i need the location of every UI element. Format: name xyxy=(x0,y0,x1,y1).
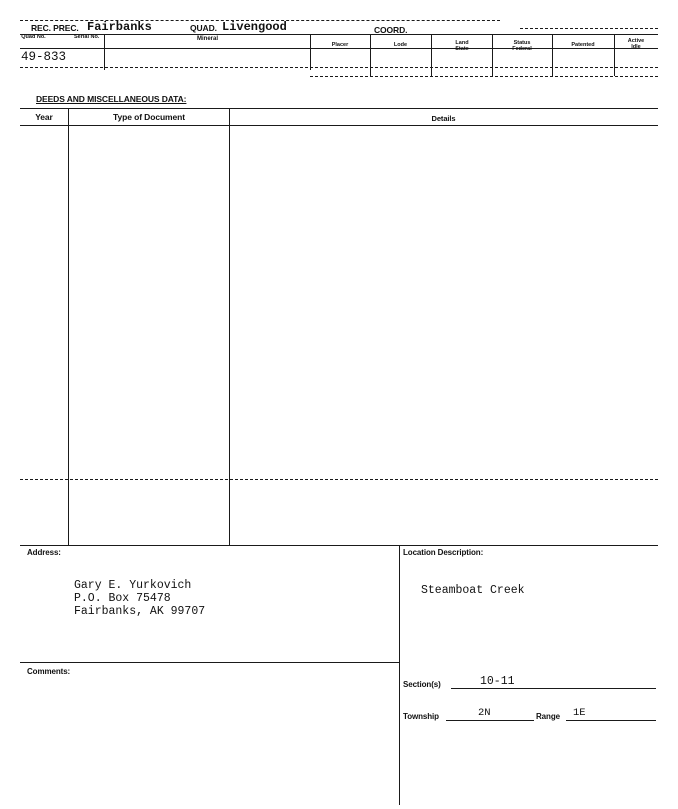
township-value: 2N xyxy=(478,707,491,719)
location-divider xyxy=(399,545,400,805)
deeds-header-top-rule xyxy=(20,108,658,109)
sections-label: Section(s) xyxy=(403,680,441,689)
col-year: Year xyxy=(35,112,53,122)
col-quad-no: Quad No. xyxy=(21,34,46,40)
location-label: Location Description: xyxy=(403,548,484,557)
range-underline xyxy=(566,720,656,721)
comments-top-rule xyxy=(20,662,399,663)
col-mineral: Mineral xyxy=(196,36,218,42)
township-label: Township xyxy=(403,712,439,721)
col-lode: Lode xyxy=(393,42,408,48)
divider-serial xyxy=(104,34,105,70)
deeds-section-title: DEEDS AND MISCELLANEOUS DATA: xyxy=(36,94,187,104)
quad-value: Livengood xyxy=(222,20,287,34)
col-header-top-rule xyxy=(20,34,658,35)
divider-mineral xyxy=(310,34,311,70)
sections-value: 10-11 xyxy=(480,675,515,688)
deeds-bottom-rule xyxy=(20,545,658,546)
col-placer: Placer xyxy=(331,42,349,48)
deeds-dashed-rule xyxy=(20,479,658,480)
col-type-of-document: Type of Document xyxy=(113,112,185,122)
comments-label: Comments: xyxy=(27,667,71,676)
range-label: Range xyxy=(536,712,560,721)
address-block xyxy=(74,579,205,618)
header-row-dashed-2 xyxy=(310,76,658,77)
coord-label: COORD. xyxy=(374,25,408,35)
sections-underline xyxy=(451,688,656,689)
col-status-federal: Status Federal xyxy=(512,40,532,52)
address-label: Address: xyxy=(27,548,61,557)
header-top-rule-right xyxy=(520,28,658,29)
divider-land xyxy=(492,34,493,76)
header-row-dashed-1 xyxy=(20,67,658,68)
rec-prec-value: Fairbanks xyxy=(87,20,152,34)
rec-prec-label: REC. PREC. xyxy=(31,23,79,33)
col-active-idle: Active Idle xyxy=(627,38,645,50)
divider-lode xyxy=(431,34,432,76)
deeds-header-bottom-rule xyxy=(20,125,658,126)
col-patented: Patented xyxy=(571,42,595,48)
location-value: Steamboat Creek xyxy=(421,584,525,597)
divider-patented xyxy=(614,34,615,76)
divider-status xyxy=(552,34,553,76)
address-line-3: Fairbanks, AK 99707 xyxy=(74,605,206,618)
col-land-state: Land State xyxy=(455,40,469,52)
col-details: Details xyxy=(431,114,456,123)
col-serial-no: Serial No. xyxy=(74,34,100,40)
range-value: 1E xyxy=(573,707,586,719)
record-number: 49-833 xyxy=(21,50,67,64)
quad-label: QUAD. xyxy=(190,23,217,33)
divider-placer xyxy=(370,34,371,76)
address-line-1: Gary E. Yurkovich xyxy=(74,579,192,592)
address-line-2: P.O. Box 75478 xyxy=(74,592,171,605)
township-underline xyxy=(446,720,534,721)
